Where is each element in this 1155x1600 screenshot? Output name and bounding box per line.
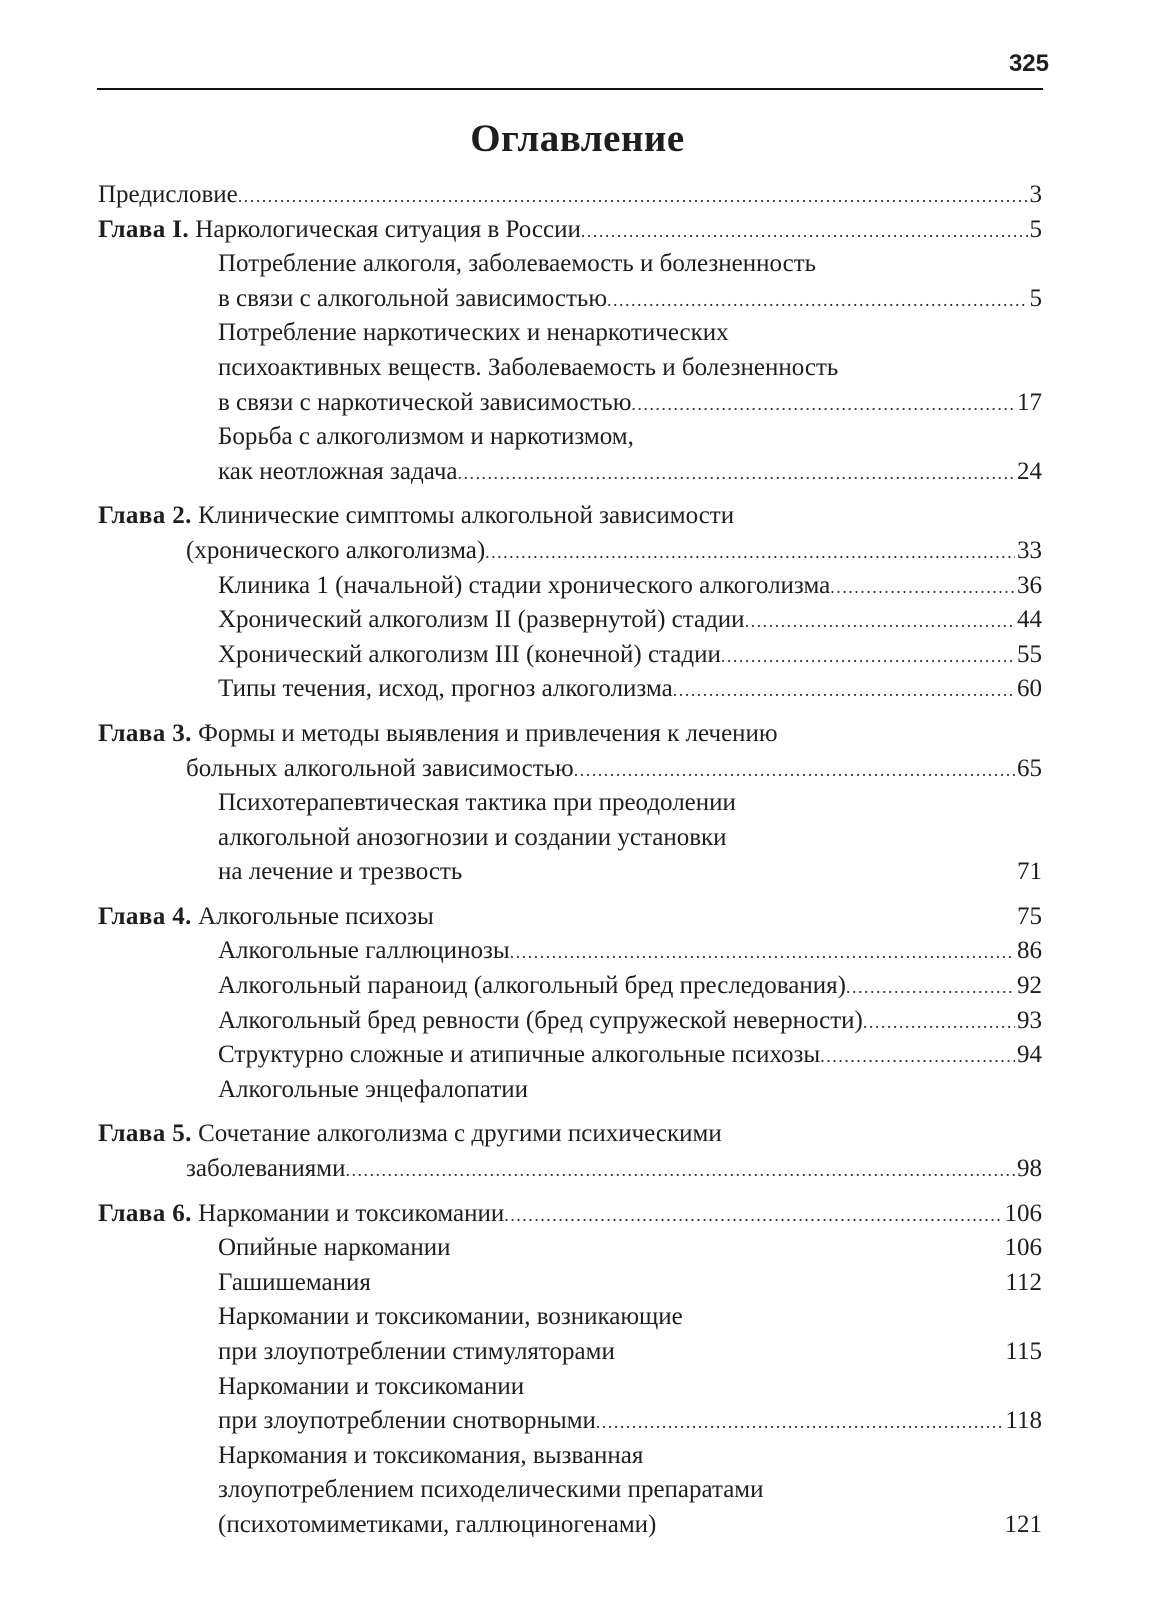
toc-page-number: 75 (1017, 902, 1042, 930)
dot-leader (820, 1039, 1015, 1074)
dot-leader (721, 639, 1015, 674)
toc-line-text (218, 569, 830, 604)
toc-section[interactable] (98, 569, 1042, 604)
toc-page-number: 36 (1017, 571, 1042, 599)
toc-section[interactable] (98, 603, 1042, 638)
toc-line-text (218, 316, 729, 351)
toc-line-text (218, 351, 838, 386)
dot-leader (607, 283, 1027, 318)
toc-line (98, 969, 1042, 1004)
toc-title: Гашишемания (218, 1268, 371, 1296)
toc-section[interactable] (98, 316, 1042, 420)
toc-page-number: 60 (1017, 675, 1042, 703)
toc-title: Хронический алкоголизм II (развернутой) стадии (218, 606, 745, 634)
toc-line (98, 499, 1042, 534)
toc-section[interactable] (98, 1038, 1042, 1073)
toc-line (98, 1335, 1042, 1370)
toc-line-text (98, 717, 778, 752)
toc-line (98, 316, 1042, 351)
toc-line (98, 420, 1042, 455)
toc-line-text (218, 282, 607, 317)
toc-title: больных алкогольной зависимостью (186, 754, 574, 782)
page-number: 325 (1008, 50, 1049, 77)
toc-chapter[interactable] (98, 1197, 1042, 1232)
toc-line (98, 534, 1042, 569)
toc-line-text (218, 1300, 683, 1335)
toc-line-text (218, 386, 631, 421)
toc-page-number: 5 (1029, 284, 1042, 312)
toc-line-text (218, 934, 510, 969)
toc-line (98, 1004, 1042, 1039)
toc-line (98, 1197, 1042, 1232)
toc-line (98, 1231, 1042, 1266)
toc-title: психоактивных веществ. Заболеваемость и болезненность (218, 353, 839, 381)
toc-title: Структурно сложные и атипичные алкогольные психозы (218, 1041, 821, 1069)
toc-title: Алкогольный параноид (алкогольный бред преследования) (218, 972, 846, 1000)
toc-line (98, 752, 1042, 787)
toc-line (98, 247, 1042, 282)
dot-leader (510, 935, 1015, 970)
toc-page-number: 121 (1004, 1510, 1042, 1538)
toc-title: Формы и методы выявления и привлечения к лечению (198, 719, 778, 747)
toc-page-number: 55 (1017, 640, 1042, 668)
toc-page-number: 24 (1017, 457, 1042, 485)
toc-line (98, 213, 1042, 248)
toc-line (98, 1152, 1042, 1187)
toc-page-number: 106 (1004, 1234, 1042, 1262)
toc-title: Алкогольный бред ревности (бред супружеской неверности) (218, 1006, 863, 1034)
toc-section[interactable] (98, 1004, 1042, 1039)
toc-title: Наркологическая ситуация в России (195, 215, 581, 243)
toc-title: Наркомании и токсикомании (218, 1372, 525, 1400)
toc-line (98, 1038, 1042, 1073)
toc-title: заболеваниями (186, 1155, 346, 1183)
toc-section[interactable] (98, 969, 1042, 1004)
toc-title: злоупотреблением психоделическими препаратами (218, 1476, 764, 1504)
toc-line (98, 1439, 1042, 1474)
toc-chapter[interactable] (98, 499, 1042, 568)
toc-chapter[interactable] (98, 717, 1042, 786)
toc-chapter[interactable] (98, 900, 1042, 935)
chapter-label: Глава 5. (98, 1120, 192, 1148)
page-title: Оглавление (470, 117, 685, 160)
header-rule (97, 88, 1043, 90)
toc-title: алкогольной анозогнозии и создании установки (218, 823, 727, 851)
toc-line-text (218, 1439, 643, 1474)
toc-title: Сочетание алкоголизма с другими психическими (198, 1120, 722, 1148)
toc-line-text (218, 1508, 656, 1543)
toc-line-text (218, 1004, 863, 1039)
toc-page-number: 44 (1017, 606, 1042, 634)
toc-line (98, 351, 1042, 386)
toc-section[interactable] (98, 1300, 1042, 1369)
toc-title: в связи с алкогольной зависимостью (218, 284, 608, 312)
toc-page-number: 112 (1005, 1268, 1042, 1296)
toc-page-number: 118 (1005, 1407, 1042, 1435)
toc-title: (психотомиметиками, галлюциногенами) (218, 1510, 657, 1538)
toc-line (98, 900, 1042, 935)
dot-leader (631, 387, 1015, 422)
toc-title: Психотерапевтическая тактика при преодолении (218, 789, 736, 817)
toc-line-text (218, 247, 816, 282)
toc-line (98, 672, 1042, 707)
toc-title: Наркомания и токсикомания, вызванная (218, 1441, 644, 1469)
toc-line (98, 1508, 1042, 1543)
toc-line-text (218, 1266, 371, 1301)
toc-title: Наркомании и токсикомании (198, 1199, 505, 1227)
toc-page-number: 3 (1029, 181, 1042, 208)
toc-line (98, 855, 1042, 890)
toc-title: на лечение и трезвость (218, 858, 463, 886)
toc-line (98, 455, 1042, 490)
toc-line-text (186, 752, 574, 787)
toc-line-text (218, 672, 673, 707)
toc-line (98, 717, 1042, 752)
toc-page-number: 65 (1017, 754, 1042, 782)
toc-line-text (218, 420, 634, 455)
toc-line (98, 1370, 1042, 1405)
toc-line (98, 603, 1042, 638)
toc-title: Клинические симптомы алкогольной зависимости (198, 502, 735, 530)
chapter-label: Глава 3. (98, 719, 192, 747)
toc-section[interactable] (98, 786, 1042, 890)
toc-entry[interactable] (98, 178, 1042, 213)
toc-section[interactable] (98, 247, 1042, 316)
dot-leader (238, 179, 1028, 214)
toc-chapter[interactable] (98, 213, 1042, 248)
toc-section[interactable] (98, 1266, 1042, 1301)
toc-line (98, 1404, 1042, 1439)
toc-line-text (218, 969, 846, 1004)
toc-title: Наркомании и токсикомании, возникающие (218, 1303, 683, 1331)
toc-line (98, 282, 1042, 317)
toc-line-text (218, 455, 458, 490)
chapter-label: Глава 6. (98, 1199, 192, 1227)
toc-page-number: 106 (1004, 1199, 1042, 1227)
toc-line-text (218, 638, 721, 673)
toc-title: Клиника 1 (начальной) стадии хронического алкоголизма (218, 571, 831, 599)
table-of-contents (98, 178, 1042, 1543)
toc-chapter[interactable] (98, 1117, 1042, 1186)
toc-line-text (218, 1404, 596, 1439)
toc-section[interactable] (98, 1231, 1042, 1266)
toc-title: Типы течения, исход, прогноз алкоголизма (218, 675, 673, 703)
toc-title: в связи с наркотической зависимостью (218, 388, 632, 416)
toc-line-text (98, 1197, 504, 1232)
toc-line-text (98, 499, 734, 534)
toc-line (98, 569, 1042, 604)
toc-line-text (98, 213, 581, 248)
toc-line-text (98, 178, 238, 213)
dot-leader (596, 1405, 1004, 1440)
toc-page-number: 71 (1017, 858, 1042, 886)
dot-leader (345, 1153, 1015, 1188)
toc-section[interactable] (98, 934, 1042, 969)
toc-line (98, 786, 1042, 821)
toc-title: Алкогольные энцефалопатии (218, 1075, 528, 1103)
toc-line-text (218, 821, 727, 856)
dot-leader (673, 673, 1015, 708)
toc-line-text (218, 1231, 450, 1266)
toc-line (98, 934, 1042, 969)
toc-line-text (218, 1038, 820, 1073)
dot-leader (846, 970, 1015, 1005)
toc-line (98, 821, 1042, 856)
toc-line-text (98, 1117, 722, 1152)
toc-line (98, 178, 1042, 213)
dot-leader (458, 456, 1015, 491)
toc-page-number: 92 (1017, 972, 1042, 1000)
toc-line-text (218, 786, 736, 821)
toc-line (98, 1266, 1042, 1301)
toc-title: как неотложная задача (218, 457, 458, 485)
toc-title: Потребление наркотических и ненаркотических (218, 319, 729, 347)
dot-leader (863, 1005, 1015, 1040)
toc-page-number: 86 (1017, 937, 1042, 965)
toc-page-number: 94 (1017, 1041, 1042, 1069)
toc-section[interactable] (98, 672, 1042, 707)
toc-line-text (218, 1335, 615, 1370)
toc-title: Борьба с алкоголизмом и наркотизмом, (218, 423, 634, 451)
toc-line (98, 386, 1042, 421)
toc-line (98, 638, 1042, 673)
toc-line-text (186, 1152, 345, 1187)
toc-title: Алкогольные психозы (198, 902, 434, 930)
chapter-label: Глава 2. (98, 502, 192, 530)
toc-line (98, 1300, 1042, 1335)
toc-section[interactable] (98, 420, 1042, 489)
toc-line-text (218, 1370, 524, 1405)
toc-title: при злоупотреблении стимуляторами (218, 1338, 615, 1365)
toc-section[interactable] (98, 638, 1042, 673)
toc-page-number: 93 (1017, 1006, 1042, 1034)
chapter-label: Глава I. (98, 215, 190, 243)
toc-page-number: 33 (1017, 536, 1042, 564)
dot-leader (504, 1198, 1002, 1233)
toc-title: Потребление алкоголя, заболеваемость и болезненность (218, 250, 817, 278)
dot-leader (485, 535, 1015, 570)
dot-leader (745, 604, 1015, 639)
toc-line-text (218, 855, 462, 890)
toc-line-text (218, 1473, 764, 1508)
toc-title: Предисловие (98, 181, 238, 208)
dot-leader (581, 214, 1028, 249)
toc-section[interactable] (98, 1439, 1042, 1543)
toc-line-text (186, 534, 485, 569)
toc-line (98, 1473, 1042, 1508)
toc-title: Опийные наркомании (218, 1234, 451, 1262)
dot-leader (574, 753, 1015, 788)
toc-title: Алкогольные галлюцинозы (218, 937, 510, 965)
toc-title: Хронический алкоголизм III (конечной) стадии (218, 640, 721, 668)
toc-page-number: 115 (1005, 1338, 1042, 1365)
toc-line (98, 1073, 1042, 1108)
toc-title: (хронического алкоголизма) (186, 536, 486, 564)
toc-line-text (218, 1073, 528, 1108)
toc-title: при злоупотреблении снотворными (218, 1407, 596, 1435)
toc-page-number: 17 (1017, 388, 1042, 416)
chapter-label: Глава 4. (98, 902, 192, 930)
toc-page-number: 98 (1017, 1155, 1042, 1183)
dot-leader (830, 570, 1015, 605)
toc-section[interactable] (98, 1073, 1042, 1108)
toc-page-number: 5 (1029, 215, 1042, 243)
toc-section[interactable] (98, 1370, 1042, 1439)
toc-line-text (218, 603, 745, 638)
toc-line-text (98, 900, 434, 935)
toc-line (98, 1117, 1042, 1152)
